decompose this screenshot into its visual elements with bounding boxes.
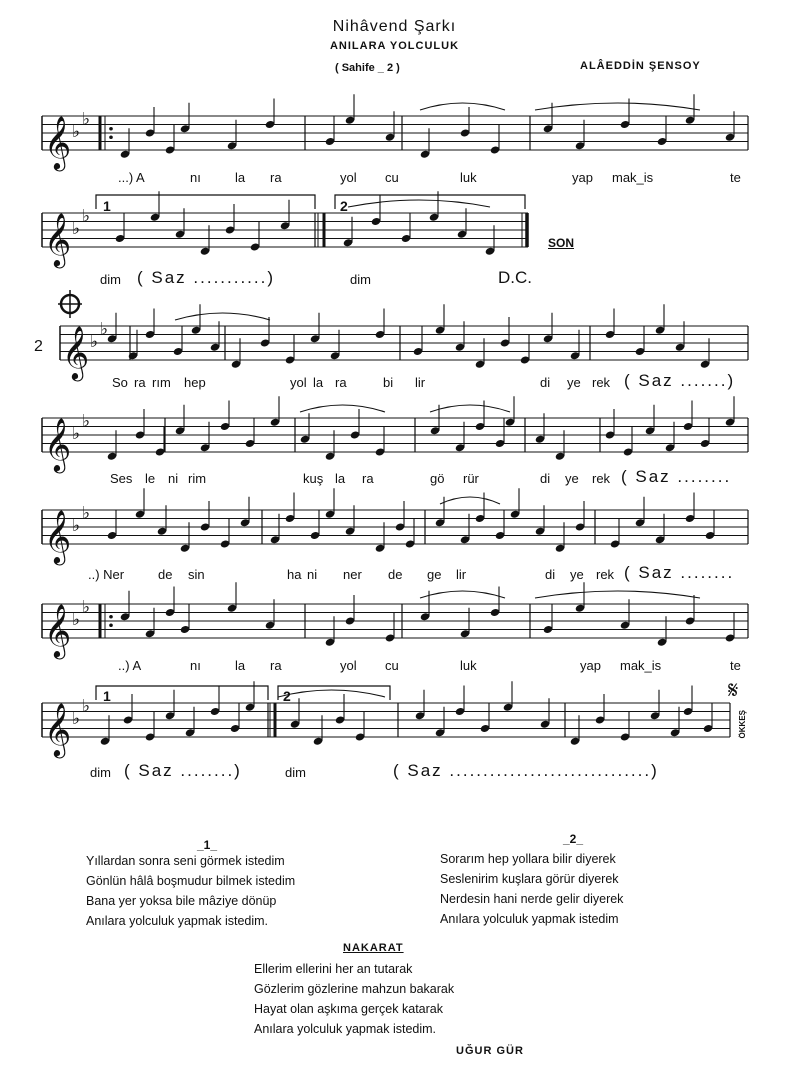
lyric-syllable: ye (570, 567, 584, 582)
volta-bracket (96, 195, 315, 209)
page-number: ( Sahife _ 2 ) (335, 62, 400, 74)
lyric-syllable: ra (270, 170, 282, 185)
lyric-syllable: la (235, 658, 246, 673)
composer-name: ALÂEDDİN ŞENSOY (580, 60, 701, 72)
slur (535, 103, 700, 110)
lyric-syllable: nı (190, 658, 201, 673)
lyric-syllable: le (145, 471, 156, 486)
lyric-syllable: di (540, 375, 551, 390)
lyric-syllable: cu (385, 658, 399, 673)
lyric-syllable: de (388, 567, 403, 582)
lyric-syllable: ner (343, 567, 362, 582)
lyric-syllable: rek (596, 567, 615, 582)
saz-instruction: ( Saz ...........) (137, 268, 276, 287)
lyric-syllable: di (540, 471, 551, 486)
lyric-syllable: luk (460, 658, 477, 673)
lyric-syllable: ...) A (118, 170, 145, 185)
key-flat: ♭ (82, 109, 91, 130)
repeat-dot (109, 135, 113, 139)
saz-instruction: ( Saz ........ (621, 467, 732, 486)
lyric-syllable: ra (270, 658, 282, 673)
copyist-signature: ÖKKEŞ (738, 710, 747, 739)
key-flat: ♭ (72, 709, 81, 729)
lyric-syllable: lir (456, 567, 467, 582)
saz-instruction: ( Saz ........) (124, 761, 242, 780)
verse-line: Anılara yolculuk yapmak istedim. (86, 914, 269, 928)
lyric-syllable: Ses (110, 471, 133, 486)
lyric-syllable: ..) A (118, 658, 142, 673)
lyric-syllable: So (112, 375, 128, 390)
lyric-syllable: yap (572, 170, 593, 185)
lyric-syllable: dim (90, 765, 111, 780)
nakarat-title: NAKARAT (343, 942, 404, 954)
lyric-syllable: mak_is (612, 170, 654, 185)
verse-line: Nerdesin hani nerde gelir diyerek (440, 892, 624, 906)
key-flat: ♭ (82, 696, 91, 717)
lyric-syllable: ye (565, 471, 579, 486)
repeat-dot (109, 127, 113, 131)
volta-2-number: 2 (340, 198, 348, 214)
treble-clef: 𝄞 (44, 115, 72, 169)
verse-line: Gönlün hâlâ boşmudur bilmek istedim (86, 874, 296, 888)
volta-bracket (335, 195, 525, 209)
lyric-syllable: la (335, 471, 346, 486)
treble-clef: 𝄞 (44, 603, 72, 657)
lyric-syllable: ni (307, 567, 318, 582)
key-flat: ♭ (82, 411, 91, 432)
slur (440, 497, 500, 504)
slur (535, 591, 700, 598)
key-flat: ♭ (72, 516, 81, 536)
verse-number: _1_ (197, 838, 218, 852)
lyric-syllable: kuş (303, 471, 324, 486)
lyric-syllable: dim (100, 272, 121, 287)
lyric-syllable: dim (350, 272, 371, 287)
lyric-syllable: gö (430, 471, 445, 486)
repeat-dot (109, 615, 113, 619)
lyric-syllable: ye (567, 375, 581, 390)
lyric-syllable: rim (188, 471, 207, 486)
lyric-syllable: rım (152, 375, 171, 390)
lyric-syllable: ha (287, 567, 302, 582)
treble-clef: 𝄞 (44, 212, 72, 266)
key-flat: ♭ (82, 503, 91, 524)
dc-marking: D.C. (498, 268, 532, 287)
nakarat-line: Hayat olan aşkıma gerçek katarak (254, 1002, 443, 1016)
slur (420, 591, 505, 598)
lyric-syllable: rür (463, 471, 479, 486)
lyric-syllable: luk (460, 170, 477, 185)
treble-clef: 𝄞 (44, 417, 72, 471)
lyric-syllable: yol (340, 658, 357, 673)
key-flat: ♭ (72, 424, 81, 444)
verse-number: _2_ (563, 832, 584, 846)
lyric-syllable: de (158, 567, 173, 582)
section-number: 2 (34, 338, 43, 355)
lyric-syllable: ge (427, 567, 442, 582)
key-flat: ♭ (100, 319, 109, 340)
lyric-syllable: te (730, 170, 741, 185)
volta-bracket (96, 686, 268, 700)
lyric-syllable: di (545, 567, 556, 582)
lyric-syllable: bi (383, 375, 394, 390)
saz-instruction: ( Saz .......) (624, 371, 736, 390)
slur (278, 690, 385, 697)
lyric-syllable: sin (188, 567, 205, 582)
lyric-syllable: te (730, 658, 741, 673)
volta-1-number: 1 (103, 688, 111, 704)
lyric-syllable: nı (190, 170, 201, 185)
slur (175, 313, 270, 320)
treble-clef: 𝄞 (44, 702, 72, 756)
volta-2-number: 2 (283, 688, 291, 704)
verse-line: Anılara yolculuk yapmak istedim (440, 912, 619, 926)
slur (300, 405, 385, 412)
lyric-syllable: cu (385, 170, 399, 185)
treble-clef: 𝄞 (44, 509, 72, 563)
song-title: Nihâvend Şarkı (332, 18, 457, 35)
lyric-syllable: ra (134, 375, 146, 390)
song-subtitle: ANILARA YOLCULUK (329, 40, 460, 52)
slur (420, 103, 505, 110)
lyric-syllable: ..) Ner (88, 567, 125, 582)
slur (348, 200, 490, 207)
lyric-syllable: rek (592, 471, 611, 486)
key-flat: ♭ (72, 122, 81, 142)
lyric-syllable: yol (290, 375, 307, 390)
key-flat: ♭ (72, 219, 81, 239)
nakarat-line: Ellerim ellerini her an tutarak (254, 962, 413, 976)
key-flat: ♭ (90, 332, 99, 352)
lyric-syllable: ni (168, 471, 179, 486)
lyric-syllable: yap (580, 658, 601, 673)
segno-sign: 𝄋 (728, 676, 739, 704)
nakarat-line: Gözlerim gözlerine mahzun bakarak (254, 982, 455, 996)
lyric-syllable: ra (362, 471, 374, 486)
lyricist-name: UĞUR GÜR (456, 1045, 524, 1057)
verse-line: Sorarım hep yollara bilir diyerek (440, 852, 616, 866)
lyric-syllable: la (235, 170, 246, 185)
verse-line: Seslenirim kuşlara görür diyerek (440, 872, 619, 886)
lyric-syllable: ra (335, 375, 347, 390)
lyric-syllable: hep (184, 375, 206, 390)
lyric-syllable: dim (285, 765, 306, 780)
key-flat: ♭ (82, 597, 91, 618)
slur (430, 405, 510, 412)
lyric-syllable: la (313, 375, 324, 390)
son-marking: SON (548, 236, 575, 250)
nakarat-line: Anılara yolculuk yapmak istedim. (254, 1022, 437, 1036)
saz-instruction: ( Saz ........ (624, 563, 735, 582)
lyric-syllable: lir (415, 375, 426, 390)
volta-1-number: 1 (103, 198, 111, 214)
lyric-syllable: mak_is (620, 658, 662, 673)
treble-clef: 𝄞 (62, 325, 90, 379)
verse-line: Bana yer yoksa bile mâziye dönüp (86, 894, 277, 908)
saz-instruction: ( Saz ..............................) (393, 761, 659, 780)
key-flat: ♭ (72, 610, 81, 630)
lyric-syllable: rek (592, 375, 611, 390)
repeat-dot (109, 623, 113, 627)
verse-line: Yıllardan sonra seni görmek istedim (86, 854, 285, 868)
lyric-syllable: yol (340, 170, 357, 185)
key-flat: ♭ (82, 206, 91, 227)
